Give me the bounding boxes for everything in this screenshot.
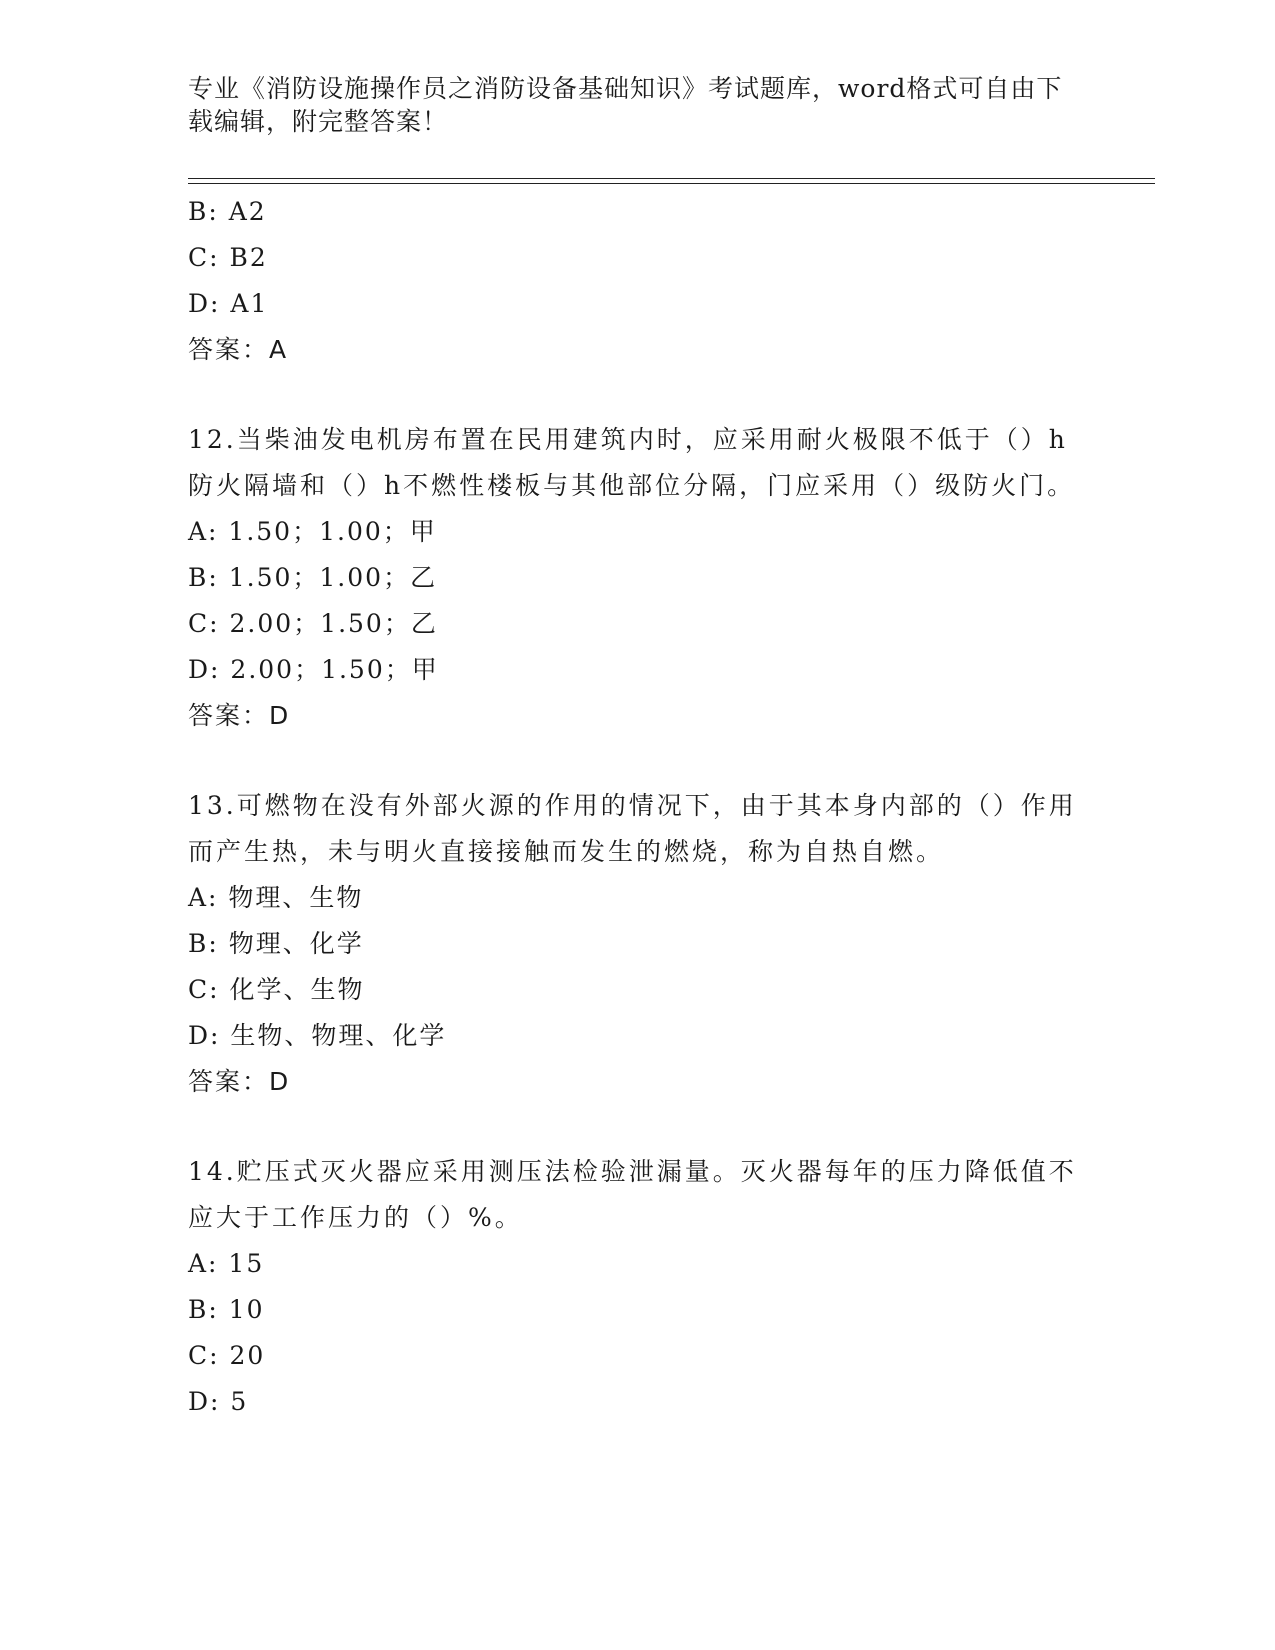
option-a: A: 物理、生物 xyxy=(188,883,364,912)
question-text: 12.当柴油发电机房布置在民用建筑内时，应采用耐火极限不低于（）h防火隔墙和（）h不燃性楼板与其他部位分隔，门应采用（）级防火门。 xyxy=(188,425,1076,500)
option-d: D: 5 xyxy=(188,1387,249,1416)
option-b: B: 物理、化学 xyxy=(188,929,364,958)
option-c: C: 20 xyxy=(188,1341,266,1370)
option-a: A: 15 xyxy=(188,1249,265,1278)
question-list xyxy=(188,189,1078,1425)
answer: 答案：D xyxy=(188,1067,291,1096)
option-a: A: 1.50；1.00；甲 xyxy=(188,517,437,546)
answer: 答案：D xyxy=(188,701,291,730)
option-c: C: B2 xyxy=(188,243,268,272)
question-text: 13.可燃物在没有外部火源的作用的情况下，由于其本身内部的（）作用而产生热，未与明火直接接触而发生的燃烧，称为自热自燃。 xyxy=(188,791,1077,866)
option-c: C: 2.00；1.50；乙 xyxy=(188,609,438,638)
option-b: B: 10 xyxy=(188,1295,265,1324)
question-text: 14.贮压式灭火器应采用测压法检验泄漏量。灭火器每年的压力降低值不应大于工作压力的（）%。 xyxy=(188,1157,1077,1232)
option-d: D: 2.00；1.50；甲 xyxy=(188,655,439,684)
option-b: B: 1.50；1.00；乙 xyxy=(188,563,438,592)
option-b: B: A2 xyxy=(188,197,267,226)
question-13 xyxy=(188,783,1078,1105)
previous-question-tail xyxy=(188,189,1078,373)
question-14 xyxy=(188,1149,1078,1425)
answer: 答案：A xyxy=(188,335,289,364)
question-12 xyxy=(188,417,1078,739)
option-d: D: A1 xyxy=(188,289,269,318)
document-header: 专业《消防设施操作员之消防设备基础知识》考试题库，word格式可自由下载编辑，附完整答案！ xyxy=(188,74,1063,136)
option-d: D: 生物、物理、化学 xyxy=(188,1021,447,1050)
option-c: C: 化学、生物 xyxy=(188,975,365,1004)
header-divider xyxy=(188,178,1155,184)
